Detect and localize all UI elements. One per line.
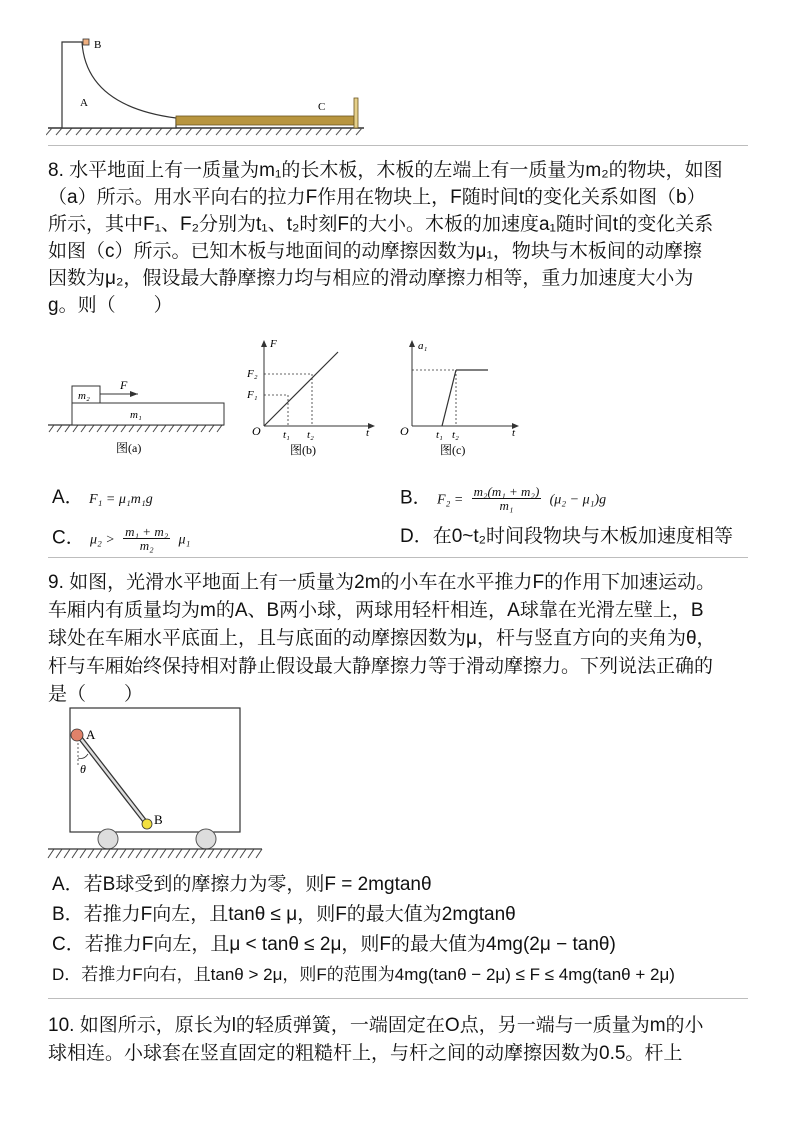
caption-a: 图(a) [116,441,142,455]
option-b-post: (μ₂ − μ₁)g [549,492,607,508]
figure-b [244,336,384,460]
option-b-pre: F₂ = [436,492,464,508]
option-a-formula: F₁ = μ₁m₁g [88,492,153,507]
q8-line-3: 所示，其中F₁、F₂分别为t₁、t₂时刻F的大小。木板的加速度a₁随时间t的变化关系 [48,214,714,235]
q9-line-3: 球处在车厢水平底面上，且与底面的动摩擦因数为μ，杆与竖直方向的夹角为θ， [48,628,716,649]
theta-label: θ [80,762,86,776]
label-C: C [318,101,326,113]
q9-option-b[interactable]: B．若推力F向左，且tanθ ≤ μ，则F的最大值为2mgtanθ [52,904,516,925]
option-c-post: μ₁ [178,532,191,548]
figure-a [46,370,226,460]
axis-t-c: t [512,427,516,439]
q9-option-d[interactable]: D．若推力F向右，且tanθ > 2μ，则F的范围为4mg(tanθ − 2μ) ≤ F ≤ 4mg(tanθ + 2μ) [52,965,675,984]
origin-O: O [252,424,261,438]
label-A: A [80,97,88,109]
axis-a1: a₁ [418,340,428,352]
origin-O-c: O [400,424,409,438]
q9-option-a[interactable]: A．若B球受到的摩擦力为零，则F = 2mgtanθ [52,874,432,895]
axis-F: F [270,338,277,350]
tick-t1-c: t₁ [436,429,443,441]
q8-line-5: 因数为μ₂，假设最大静摩擦力均与相应的滑动摩擦力相等，重力加速度大小为 [48,268,694,289]
q10-line-1: 10. 如图所示，原长为l的轻质弹簧，一端固定在O点，另一端与一质量为m的小 [48,1015,704,1036]
option-c-pre: μ₂ > [90,532,115,548]
q8-option-c[interactable] [52,525,190,554]
option-c-numerator: m₁ + m₂ [125,524,169,539]
option-b-denominator: m₁ [499,498,514,513]
q8-option-b[interactable] [400,485,606,514]
tick-F2: F₂ [247,368,258,380]
q8-line-2: （a）所示。用水平向右的拉力F作用在物块上，F随时间t的变化关系如图（b） [48,187,706,208]
q8-option-d[interactable]: D．在0~t₂时间段物块与木板加速度相等 [400,526,734,547]
q9-option-c[interactable]: C．若推力F向左，且μ < tanθ ≤ 2μ，则F的最大值为4mg(2μ − tanθ) [52,934,616,955]
axis-t: t [366,427,370,439]
caption-c: 图(c) [440,443,466,457]
figure-c [394,336,530,460]
q8-option-a[interactable] [52,485,153,513]
option-c-denominator: m₂ [139,538,154,553]
ramp-figure [46,36,366,136]
separator [48,557,748,558]
label-m1: m₁ [130,409,142,421]
q8-line-6: g。则（ ） [48,295,173,316]
separator [48,145,748,146]
option-b-numerator: m₂(m₁ + m₂) [473,484,540,499]
q9-line-4: 杆与车厢始终保持相对静止假设最大静摩擦力等于滑动摩擦力。下列说法正确的 [48,656,714,677]
q10-line-2: 球相连。小球套在竖直固定的粗糙杆上，与杆之间的动摩擦因数为0.5。杆上 [48,1043,683,1064]
tick-F1: F₁ [247,389,258,401]
label-B: B [94,39,102,51]
q9-line-2: 车厢内有质量均为m的A、B两小球，两球用轻杆相连，A球靠在光滑左壁上，B [48,600,704,621]
q8-line-1: 8. 水平地面上有一质量为m₁的长木板，木板的左端上有一质量为m₂的物块，如图 [48,160,723,181]
ball-A-label: A [86,727,96,742]
q8-line-4: 如图（c）所示。已知木板与地面间的动摩擦因数为μ₁，物块与木板间的动摩擦 [48,241,702,262]
option-a-label: A． [52,487,84,508]
tick-t2: t₂ [307,429,314,441]
separator [48,998,748,999]
label-m2: m₂ [78,390,90,402]
caption-b: 图(b) [290,443,316,457]
ball-B-label: B [154,812,163,827]
cart-figure [46,706,266,866]
label-F: F [120,378,128,392]
option-b-label: B． [400,487,432,509]
tick-t1: t₁ [283,429,290,441]
option-c-label: C． [52,527,85,549]
tick-t2-c: t₂ [452,429,459,441]
q9-line-1: 9. 如图，光滑水平地面上有一质量为2m的小车在水平推力F的作用下加速运动。 [48,572,716,593]
q9-line-5: 是（ ） [48,684,144,705]
